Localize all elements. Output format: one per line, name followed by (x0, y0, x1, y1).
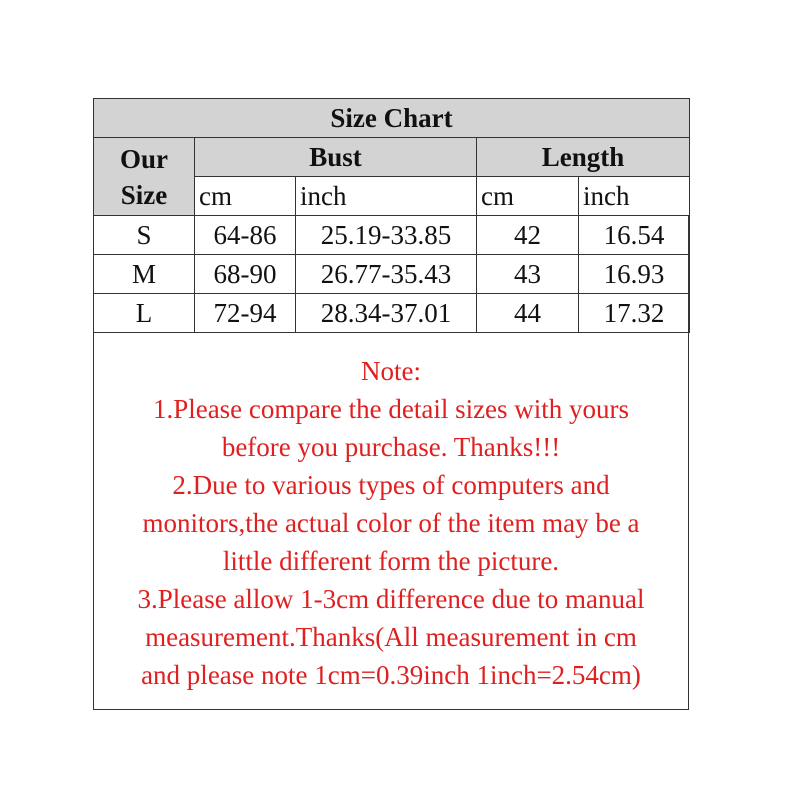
our-size-header (94, 138, 195, 216)
length-inch-cell: 16.54 (579, 216, 690, 255)
table-row (94, 255, 690, 294)
table-row (94, 294, 690, 333)
length-inch-cell: 16.93 (579, 255, 690, 294)
table-row (94, 216, 690, 255)
bust-cm-cell: 68-90 (195, 255, 296, 294)
title-row (94, 99, 690, 138)
size-cell: S (94, 216, 195, 255)
length-cm-cell: 43 (477, 255, 579, 294)
length-inch-cell: 17.32 (579, 294, 690, 333)
note-line: measurement.Thanks(All measurement in cm (145, 622, 637, 652)
note-line: before you purchase. Thanks!!! (221, 432, 561, 462)
note-line: monitors,the actual color of the item may be a (142, 508, 640, 538)
note-line: 3.Please allow 1-3cm difference due to manual (137, 584, 645, 614)
table-title: Size Chart (94, 99, 690, 138)
note-line: little different form the picture. (222, 546, 560, 576)
length-header: Length (477, 138, 690, 177)
our-size-line1: Our (119, 143, 168, 174)
length-inch-unit: inch (579, 177, 690, 216)
group-header-row (94, 138, 690, 177)
length-cm-cell: 44 (477, 294, 579, 333)
bust-cm-unit: cm (195, 177, 296, 216)
note-line: 1.Please compare the detail sizes with yours (152, 394, 630, 424)
size-cell: L (94, 294, 195, 333)
bust-inch-cell: 26.77-35.43 (296, 255, 477, 294)
note-line: 2.Due to various types of computers and (172, 470, 610, 500)
size-chart-table (93, 98, 690, 333)
bust-inch-unit: inch (296, 177, 477, 216)
length-cm-unit: cm (477, 177, 579, 216)
bust-inch-cell: 28.34-37.01 (296, 294, 477, 333)
length-cm-cell: 42 (477, 216, 579, 255)
size-cell: M (94, 255, 195, 294)
bust-cm-cell: 72-94 (195, 294, 296, 333)
bust-cm-cell: 64-86 (195, 216, 296, 255)
our-size-line2: Size (120, 179, 168, 210)
bust-header: Bust (195, 138, 477, 177)
notes-section (95, 352, 687, 694)
bust-inch-cell: 25.19-33.85 (296, 216, 477, 255)
notes-heading: Note: (361, 356, 421, 386)
note-line: and please note 1cm=0.39inch 1inch=2.54cm) (141, 660, 641, 690)
